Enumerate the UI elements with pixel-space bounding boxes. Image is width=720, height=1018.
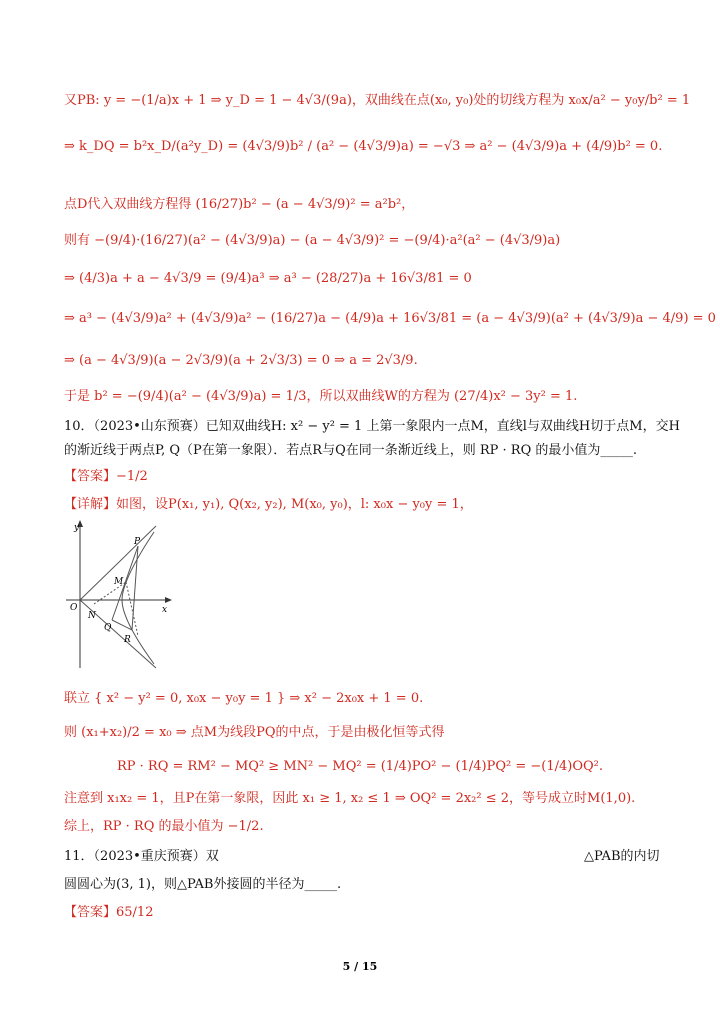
- answer-10: 【答案】−1/2: [64, 469, 148, 484]
- line-4: 则有 −(9/4)·(16/27)(a² − (4√3/9)a) − (a − 4√3/9)² = −(9/4)·a²(a² − (4√3/9)a): [64, 233, 561, 248]
- solution-line-2: 则 (x₁+x₂)/2 = x₀ ⇒ 点M为线段PQ的中点，于是由极化恒等式得: [64, 725, 445, 740]
- question-11-line1: 11．（2023•重庆预赛）双: [64, 849, 219, 864]
- solution-line-4: 注意到 x₁x₂ = 1，且P在第一象限，因此 x₁ ≥ 1, x₂ ≤ 1 ⇒ OQ² = 2x₂² ≤ 2，等号成立时M(1,0).: [64, 791, 636, 806]
- point-m-label: M: [114, 577, 124, 587]
- origin-label: O: [70, 603, 78, 613]
- x-axis-label: x: [162, 605, 168, 615]
- answer-11: 【答案】65/12: [64, 905, 154, 920]
- question-10-line2: 的渐近线于两点P, Q（P在第一象限）．若点R与Q在同一条渐近线上，则 RP · RQ 的最小值为_____.: [64, 443, 638, 458]
- masked-region: [220, 842, 580, 862]
- point-n-label: N: [88, 611, 96, 621]
- point-r-label: R: [124, 635, 131, 645]
- point-q-label: Q: [104, 623, 112, 633]
- solution-line-5: 综上，RP · RQ 的最小值为 −1/2.: [64, 819, 264, 834]
- y-axis-label: y: [74, 523, 80, 533]
- solution-line-1: 联立 { x² − y² = 0, x₀x − y₀y = 1 } ⇒ x² − 2x₀x + 1 = 0.: [64, 691, 424, 706]
- solution-line-3: RP · RQ = RM² − MQ² ≥ MN² − MQ² = (1/4)PO² − (1/4)PQ² = −(1/4)OQ².: [116, 759, 604, 774]
- line-5: ⇒ (4/3)a + a − 4√3/9 = (9/4)a³ ⇒ a³ − (28/27)a + 16√3/81 = 0: [64, 271, 472, 286]
- point-p-label: P: [134, 537, 141, 547]
- line-7: ⇒ (a − 4√3/9)(a − 2√3/9)(a + 2√3/3) = 0 ⇒ a = 2√3/9.: [64, 353, 418, 368]
- line-8: 于是 b² = −(9/4)(a² − (4√3/9)a) = 1/3，所以双曲线W的方程为 (27/4)x² − 3y² = 1.: [64, 389, 578, 404]
- line-6: ⇒ a³ − (4√3/9)a² + (4√3/9)a² − (16/27)a − (4/9)a + 16√3/81 = (a − 4√3/9)(a² + (4√3/9)a − 4/9) = 0: [64, 311, 716, 326]
- question-10-line1: 10．（2023•山东预赛）已知双曲线H: x² − y² = 1 上第一象限内一点M，直线l与双曲线H切于点M，交H: [64, 419, 680, 434]
- line-3: 点D代入双曲线方程得 (16/27)b² − (a − 4√3/9)² = a²b²，: [64, 197, 415, 212]
- question-11-line1-end: △PAB的内切: [584, 849, 660, 864]
- page-number: 5 / 15: [342, 960, 378, 973]
- detail-10: 【详解】如图，设P(x₁, y₁), Q(x₂, y₂), M(x₀, y₀)，l: x₀x − y₀y = 1，: [64, 497, 473, 512]
- line-1: 又PB: y = −(1/a)x + 1 ⇒ y_D = 1 − 4√3/(9a)，双曲线在点(x₀, y₀)处的切线方程为 x₀x/a² − y₀y/b² = 1: [64, 93, 691, 108]
- question-11-line2: 圆圆心为(3, 1)，则△PAB外接圆的半径为_____.: [64, 877, 342, 892]
- hyperbola-figure: [64, 518, 176, 670]
- line-2: ⇒ k_DQ = b²x_D/(a²y_D) = (4√3/9)b² / (a² − (4√3/9)a) = −√3 ⇒ a² − (4√3/9)a + (4/9)b² = 0.: [64, 139, 663, 154]
